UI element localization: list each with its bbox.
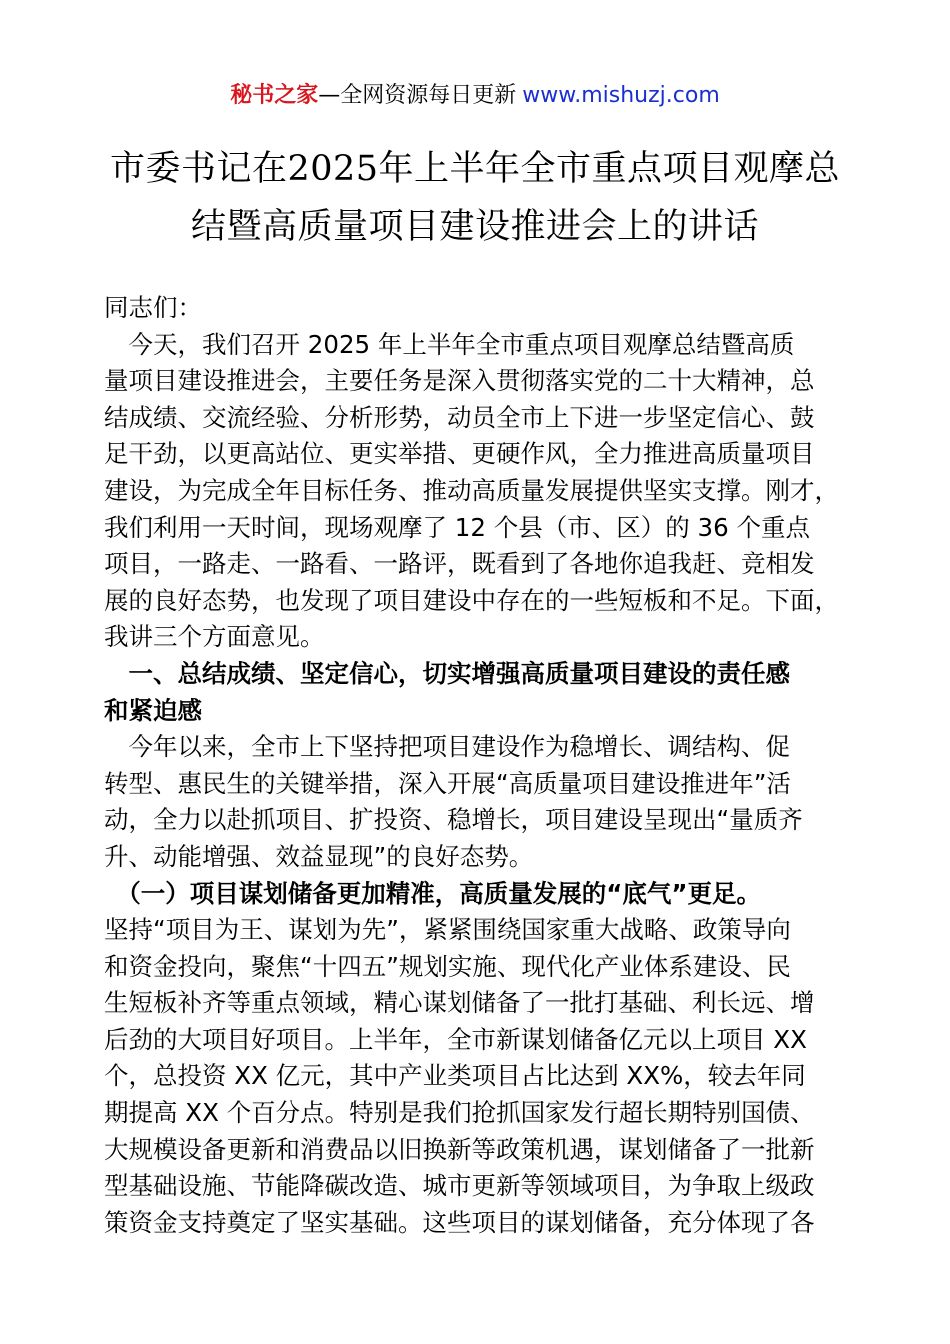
body-line: 建设，为完成全年目标任务、推动高质量发展提供坚实支撑。刚才， (104, 475, 839, 505)
document-title (60, 140, 890, 256)
body-line: 我们利用一天时间，现场观摩了 12 个县（市、区）的 36 个重点 (104, 512, 810, 542)
greeting: 同志们： (104, 293, 202, 322)
section-heading: 和紧迫感 (104, 695, 202, 725)
body-line: 结成绩、交流经验、分析形势，动员全市上下进一步坚定信心、鼓 (104, 402, 815, 432)
body-line: 后劲的大项目好项目。上半年，全市新谋划储备亿元以上项目 XX (104, 1024, 807, 1054)
body-line: 升、动能增强、效益显现”的良好态势。 (104, 841, 534, 871)
body-line: 转型、惠民生的关键举措，深入开展“高质量项目建设推进年”活 (104, 768, 791, 798)
site-banner (0, 80, 950, 112)
body-line: 足干劲，以更高站位、更实举措、更硬作风，全力推进高质量项目 (104, 439, 815, 469)
body-line: 展的良好态势，也发现了项目建设中存在的一些短板和不足。下面， (104, 585, 839, 615)
body-line: 期提高 XX 个百分点。特别是我们抢抓国家发行超长期特别国债、 (104, 1098, 815, 1128)
body-line: 坚持“项目为王、谋划为先”，紧紧围绕国家重大战略、政策导向 (104, 915, 791, 945)
title-line: 市委书记在2025年上半年全市重点项目观摩总 (109, 149, 841, 189)
body-line: 和资金投向，聚焦“十四五”规划实施、现代化产业体系建设、民 (104, 951, 791, 981)
section-heading: 一、总结成绩、坚定信心，切实增强高质量项目建设的责任感 (104, 658, 790, 688)
body-line: 生短板补齐等重点领域，精心谋划储备了一批打基础、利长远、增 (104, 988, 815, 1018)
title-line: 结暨高质量项目建设推进会上的讲话 (190, 207, 759, 247)
brand-slogan: —全网资源每日更新 (318, 83, 517, 108)
body-line: 动，全力以赴抓项目、扩投资、稳增长，项目建设呈现出“量质齐 (104, 805, 803, 835)
body-line: 大规模设备更新和消费品以旧换新等政策机遇，谋划储备了一批新 (104, 1134, 815, 1164)
body-line: 型基础设施、节能降碳改造、城市更新等领域项目，为争取上级政 (104, 1171, 815, 1201)
body-line: 今年以来，全市上下坚持把项目建设作为稳增长、调结构、促 (104, 732, 790, 762)
body-line: 我讲三个方面意见。 (104, 622, 325, 652)
subsection-heading: （一）项目谋划储备更加精准，高质量发展的“底气”更足。 (104, 878, 761, 908)
body-line: 量项目建设推进会，主要任务是深入贯彻落实党的二十大精神，总 (104, 366, 815, 396)
document-body (104, 290, 874, 1241)
body-line: 项目，一路走、一路看、一路评，既看到了各地你追我赶、竞相发 (104, 549, 815, 579)
site-url: www.mishuzj.com (522, 83, 720, 108)
body-line: 今天，我们召开 2025 年上半年全市重点项目观摩总结暨高质 (104, 329, 795, 359)
body-line: 个，总投资 XX 亿元，其中产业类项目占比达到 XX%，较去年同 (104, 1061, 806, 1091)
body-line: 策资金支持奠定了坚实基础。这些项目的谋划储备，充分体现了各 (104, 1207, 815, 1237)
brand-name: 秘书之家 (230, 83, 319, 108)
